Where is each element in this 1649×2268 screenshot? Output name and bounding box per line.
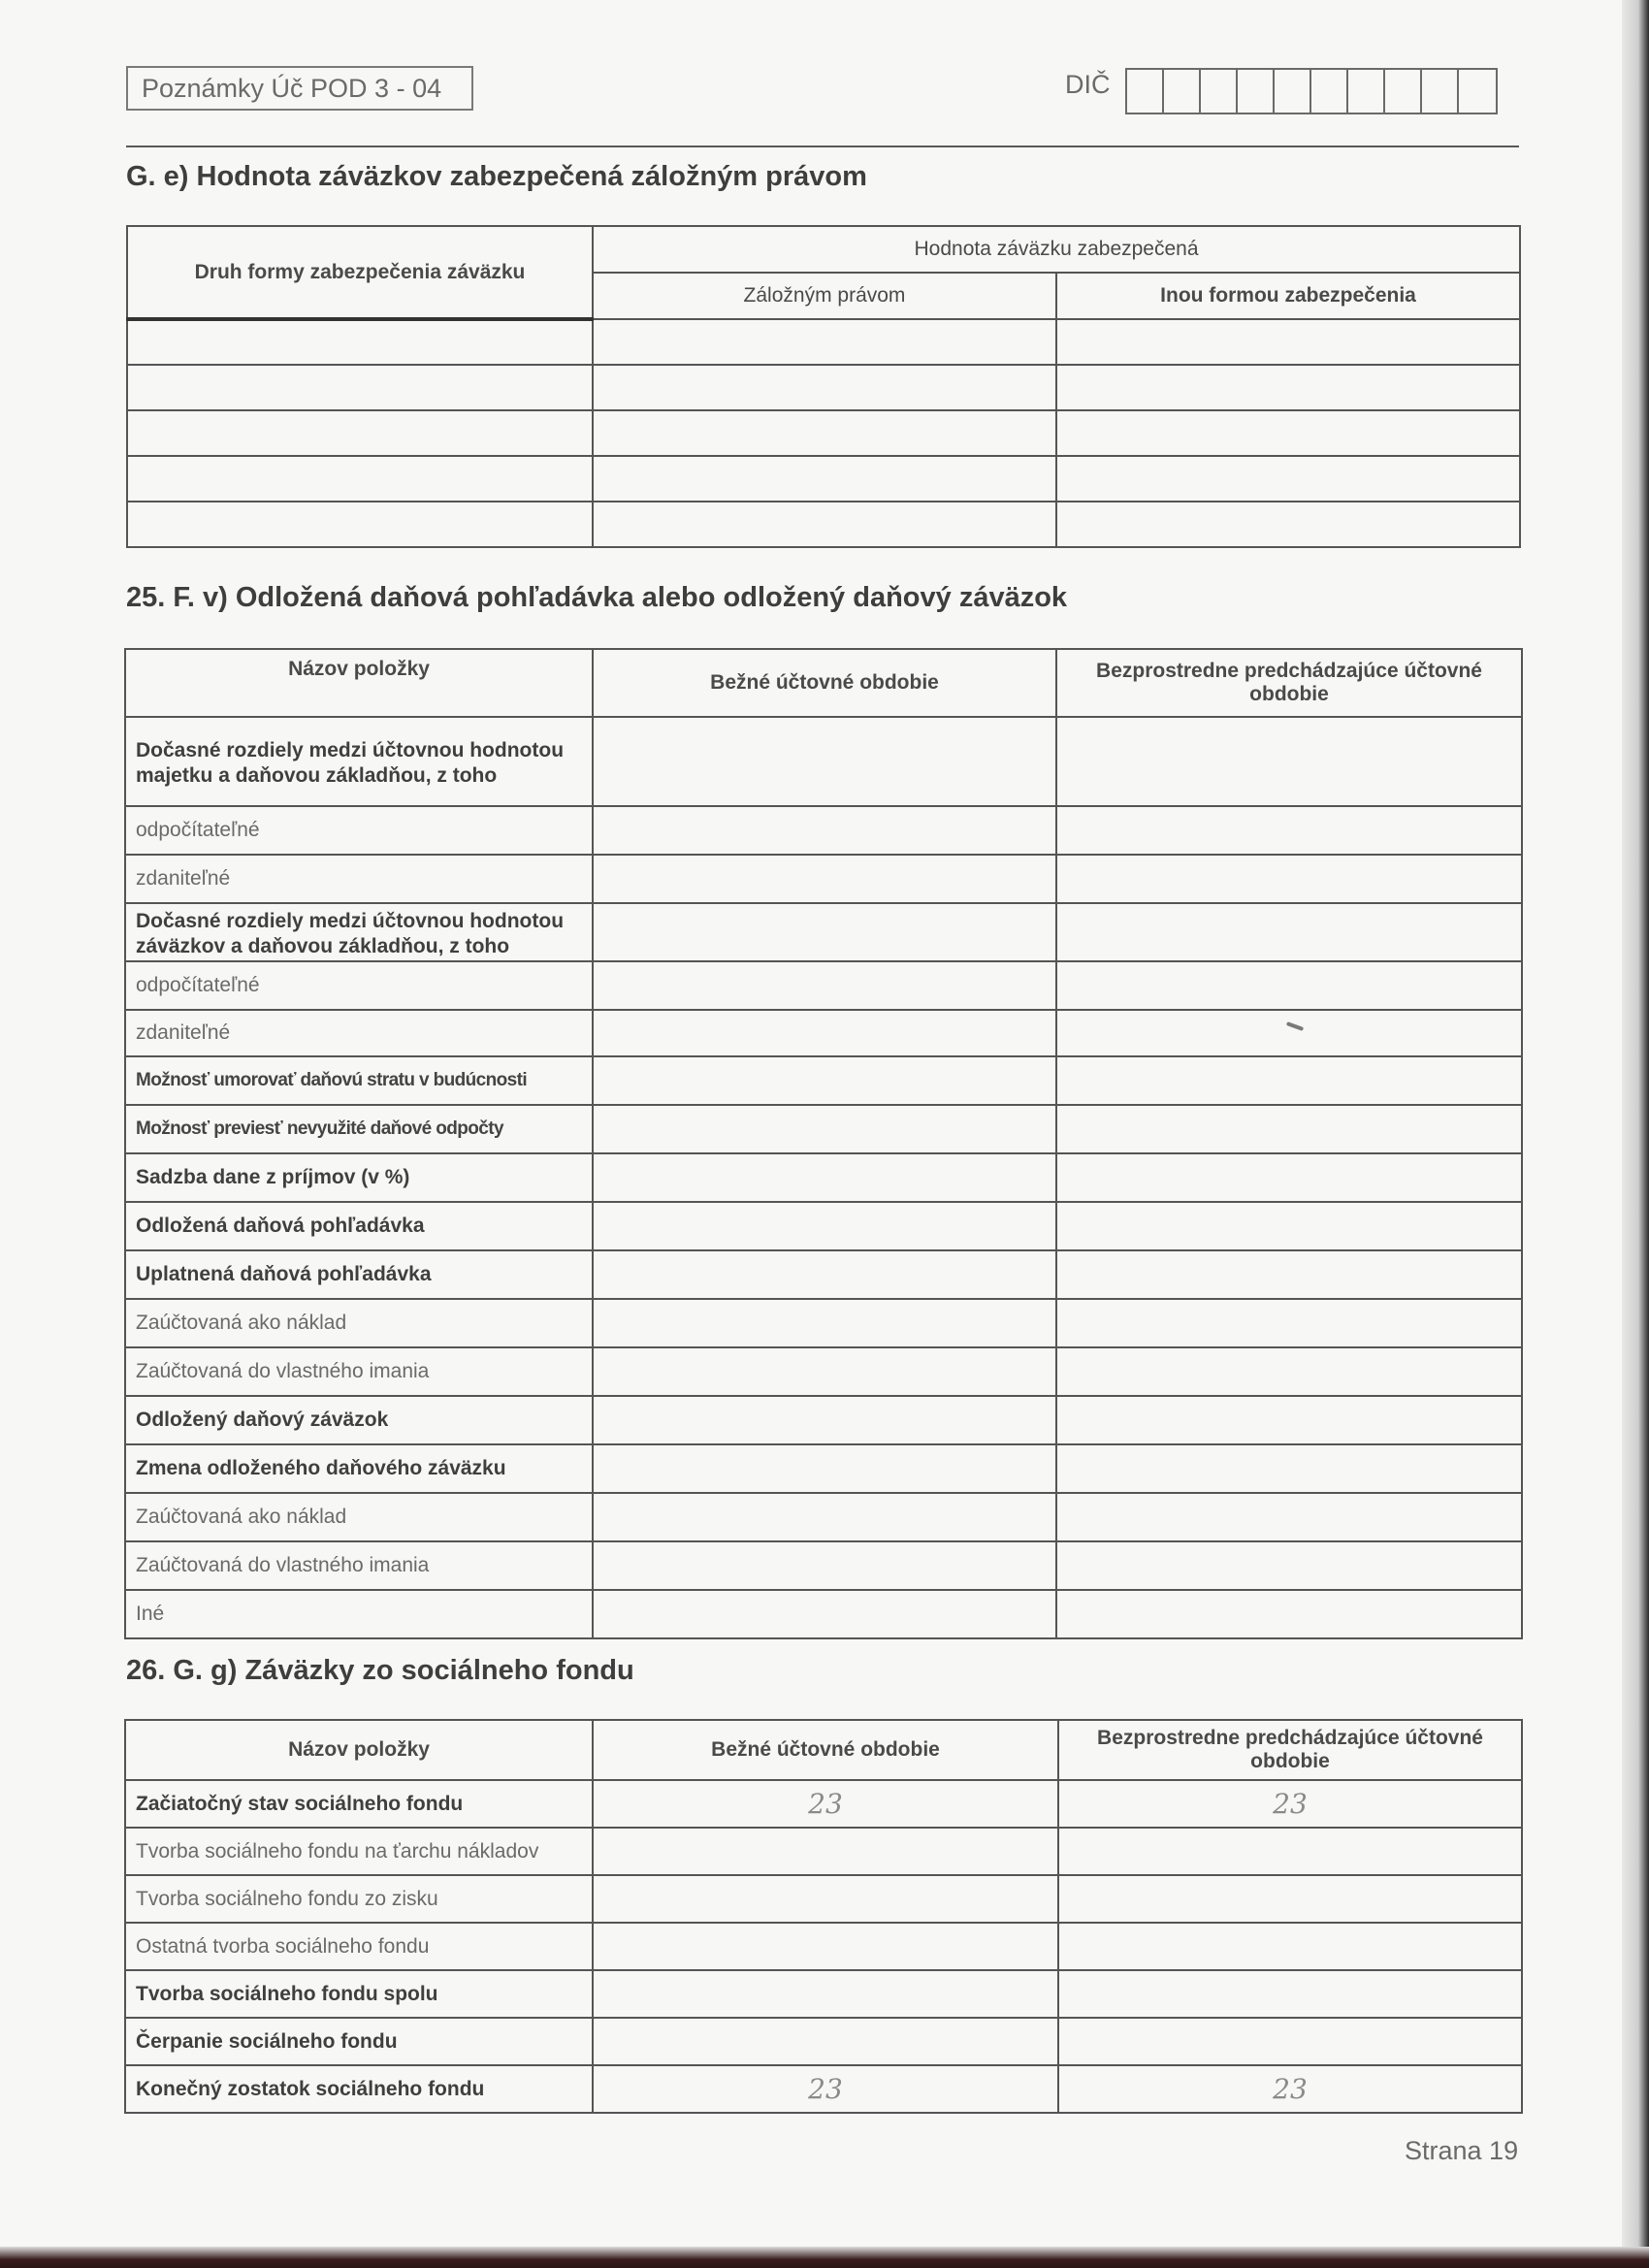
- current-period-value[interactable]: [593, 1875, 1058, 1923]
- current-period-value[interactable]: [593, 1923, 1058, 1970]
- value-cell[interactable]: [1056, 806, 1522, 855]
- input-cell[interactable]: [1056, 410, 1520, 456]
- group-header: Hodnota záväzku zabezpečená: [593, 226, 1520, 273]
- table-row: [125, 1202, 1522, 1250]
- value-cell[interactable]: [593, 806, 1056, 855]
- table-row: [125, 1250, 1522, 1299]
- value-cell[interactable]: [593, 1202, 1056, 1250]
- previous-period-value[interactable]: [1058, 1970, 1522, 2018]
- previous-period-value[interactable]: [1058, 1828, 1522, 1875]
- current-period-value[interactable]: [593, 1970, 1058, 2018]
- value-cell[interactable]: [593, 1250, 1056, 1299]
- previous-period-value[interactable]: 23: [1058, 2065, 1522, 2113]
- scan-edge-right: [1622, 0, 1649, 2268]
- value-cell[interactable]: [1056, 1105, 1522, 1153]
- value-cell[interactable]: [1056, 1056, 1522, 1105]
- value-cell[interactable]: [593, 1105, 1056, 1153]
- form-label: Poznámky Úč POD 3 - 04: [142, 74, 442, 103]
- value-cell[interactable]: [593, 903, 1056, 961]
- dic-digit-box[interactable]: [1385, 70, 1422, 113]
- section-26-table: [124, 1719, 1523, 2114]
- table-row: [127, 365, 1520, 410]
- input-cell[interactable]: [1056, 319, 1520, 365]
- dic-digit-box[interactable]: [1311, 70, 1348, 113]
- row-label: Tvorba sociálneho fondu na ťarchu nákladov: [125, 1828, 593, 1875]
- value-cell[interactable]: [1056, 1299, 1522, 1347]
- table-row: [125, 806, 1522, 855]
- col-zaloznym-header: Záložným právom: [593, 273, 1056, 319]
- value-cell[interactable]: [1056, 1250, 1522, 1299]
- table-row: [125, 1828, 1522, 1875]
- row-label: Tvorba sociálneho fondu spolu: [125, 1970, 593, 2018]
- value-cell[interactable]: [1056, 1010, 1522, 1056]
- value-cell[interactable]: [593, 1444, 1056, 1493]
- s25-col-bezne: Bežné účtovné obdobie: [593, 649, 1056, 717]
- table-row: [127, 456, 1520, 502]
- row-label: Možnosť umorovať daňovú stratu v budúcnosti: [125, 1056, 593, 1105]
- value-cell[interactable]: [593, 855, 1056, 903]
- section-25-title: 25. F. v) Odložená daňová pohľadávka alebo odložený daňový záväzok: [126, 582, 1068, 613]
- row-label: Zaúčtovaná ako náklad: [125, 1299, 593, 1347]
- value-cell[interactable]: [593, 961, 1056, 1010]
- dic-label: DIČ: [1065, 70, 1111, 99]
- table-row: [125, 961, 1522, 1010]
- row-label: Zaúčtovaná ako náklad: [125, 1493, 593, 1541]
- value-cell[interactable]: [1056, 903, 1522, 961]
- input-cell[interactable]: [593, 410, 1056, 456]
- table-row: [127, 319, 1520, 365]
- row-label: zdaniteľné: [125, 1010, 593, 1056]
- col-inou-header: Inou formou zabezpečenia: [1056, 273, 1520, 319]
- row-label: Čerpanie sociálneho fondu: [125, 2018, 593, 2065]
- dic-digit-box[interactable]: [1275, 70, 1311, 113]
- table-row: [125, 1493, 1522, 1541]
- value-cell[interactable]: [593, 1590, 1056, 1638]
- row-label: Odložená daňová pohľadávka: [125, 1202, 593, 1250]
- previous-period-value[interactable]: [1058, 1875, 1522, 1923]
- input-cell[interactable]: [127, 319, 593, 365]
- value-cell[interactable]: [1056, 1347, 1522, 1396]
- table-row: [125, 1105, 1522, 1153]
- section-g-e-title: G. e) Hodnota záväzkov zabezpečená záložným právom: [126, 161, 867, 192]
- dic-digit-box[interactable]: [1127, 70, 1164, 113]
- value-cell[interactable]: [1056, 1541, 1522, 1590]
- row-label: Ostatná tvorba sociálneho fondu: [125, 1923, 593, 1970]
- row-label: Možnosť previesť nevyužité daňové odpočty: [125, 1105, 593, 1153]
- current-period-value[interactable]: [593, 2018, 1058, 2065]
- table-row: [125, 717, 1522, 806]
- table-row: [127, 502, 1520, 547]
- table-row: [125, 1780, 1522, 1828]
- value-cell[interactable]: [1056, 1396, 1522, 1444]
- row-label: Iné: [125, 1590, 593, 1638]
- dic-digit-box[interactable]: [1238, 70, 1275, 113]
- table-row: [125, 1970, 1522, 2018]
- value-cell[interactable]: [1056, 1590, 1522, 1638]
- input-cell[interactable]: [1056, 456, 1520, 502]
- s26-col-bezne: Bežné účtovné obdobie: [593, 1720, 1058, 1780]
- current-period-value[interactable]: [593, 1828, 1058, 1875]
- input-cell[interactable]: [593, 319, 1056, 365]
- row-label: Konečný zostatok sociálneho fondu: [125, 2065, 593, 2113]
- dic-digit-box[interactable]: [1164, 70, 1201, 113]
- value-cell[interactable]: [1056, 855, 1522, 903]
- table-row: [125, 1923, 1522, 1970]
- value-cell[interactable]: [593, 1396, 1056, 1444]
- value-cell[interactable]: [593, 1493, 1056, 1541]
- previous-period-value[interactable]: [1058, 2018, 1522, 2065]
- input-cell[interactable]: [593, 456, 1056, 502]
- table-row: [125, 1347, 1522, 1396]
- page-number: Strana 19: [1405, 2136, 1519, 2165]
- input-cell[interactable]: [127, 502, 593, 547]
- row-label: Zmena odloženého daňového záväzku: [125, 1444, 593, 1493]
- value-cell[interactable]: [593, 1541, 1056, 1590]
- table-row: [125, 1590, 1522, 1638]
- input-cell[interactable]: [127, 410, 593, 456]
- previous-period-value[interactable]: [1058, 1923, 1522, 1970]
- table-row: [125, 2065, 1522, 2113]
- current-period-value[interactable]: 23: [593, 2065, 1058, 2113]
- input-cell[interactable]: [593, 365, 1056, 410]
- table-row: [125, 1396, 1522, 1444]
- dic-digit-box[interactable]: [1201, 70, 1238, 113]
- row-label: Zaúčtovaná do vlastného imania: [125, 1347, 593, 1396]
- previous-period-value[interactable]: 23: [1058, 1780, 1522, 1828]
- section-g-e-table: [126, 225, 1521, 548]
- table-row: [125, 1299, 1522, 1347]
- value-cell[interactable]: [1056, 1493, 1522, 1541]
- row-label: Sadzba dane z príjmov (v %): [125, 1153, 593, 1202]
- input-cell[interactable]: [127, 365, 593, 410]
- table-row: [125, 1010, 1522, 1056]
- current-period-value[interactable]: 23: [593, 1780, 1058, 1828]
- form-label-box: [126, 66, 473, 111]
- dic-digit-box[interactable]: [1422, 70, 1459, 113]
- s26-col-nazov: Názov položky: [125, 1720, 593, 1780]
- scan-edge-bottom: [0, 2247, 1649, 2268]
- value-cell[interactable]: [1056, 1153, 1522, 1202]
- table-row: [125, 2018, 1522, 2065]
- value-cell[interactable]: [1056, 1444, 1522, 1493]
- row-label: zdaniteľné: [125, 855, 593, 903]
- row-label: Tvorba sociálneho fondu zo zisku: [125, 1875, 593, 1923]
- row-label: odpočítateľné: [125, 806, 593, 855]
- table-row: [125, 1056, 1522, 1105]
- value-cell[interactable]: [593, 717, 1056, 806]
- value-cell[interactable]: [593, 1347, 1056, 1396]
- s25-col-nazov: Názov položky: [125, 649, 593, 717]
- input-cell[interactable]: [127, 456, 593, 502]
- value-cell[interactable]: [1056, 717, 1522, 806]
- value-cell[interactable]: [593, 1153, 1056, 1202]
- value-cell[interactable]: [1056, 1202, 1522, 1250]
- col-druh-header: Druh formy zabezpečenia záväzku: [127, 226, 593, 319]
- row-label: odpočítateľné: [125, 961, 593, 1010]
- s25-col-predch: Bezprostredne predchádzajúce účtovné obdobie: [1056, 649, 1522, 717]
- table-row: [127, 410, 1520, 456]
- dic-digit-box[interactable]: [1459, 70, 1496, 113]
- value-cell[interactable]: [1056, 961, 1522, 1010]
- table-row: [125, 1153, 1522, 1202]
- section-26-title: 26. G. g) Záväzky zo sociálneho fondu: [126, 1655, 634, 1686]
- dic-digit-box[interactable]: [1348, 70, 1385, 113]
- header-divider: [126, 146, 1519, 147]
- row-label: Uplatnená daňová pohľadávka: [125, 1250, 593, 1299]
- section-25-table: [124, 648, 1523, 1639]
- row-label: Odložený daňový záväzok: [125, 1396, 593, 1444]
- input-cell[interactable]: [593, 502, 1056, 547]
- row-label: Dočasné rozdiely medzi účtovnou hodnotou majetku a daňovou základňou, z toho: [125, 717, 593, 806]
- table-row: [125, 1444, 1522, 1493]
- value-cell[interactable]: [593, 1010, 1056, 1056]
- input-cell[interactable]: [1056, 365, 1520, 410]
- row-label: Začiatočný stav sociálneho fondu: [125, 1780, 593, 1828]
- row-label: Zaúčtovaná do vlastného imania: [125, 1541, 593, 1590]
- s26-col-predch: Bezprostredne predchádzajúce účtovné obdobie: [1058, 1720, 1522, 1780]
- table-row: [125, 855, 1522, 903]
- value-cell[interactable]: [593, 1299, 1056, 1347]
- table-row: [125, 903, 1522, 961]
- value-cell[interactable]: [593, 1056, 1056, 1105]
- row-label: Dočasné rozdiely medzi účtovnou hodnotou záväzkov a daňovou základňou, z toho: [125, 903, 593, 961]
- table-row: [125, 1875, 1522, 1923]
- table-row: [125, 1541, 1522, 1590]
- dic-input-boxes[interactable]: [1125, 68, 1498, 114]
- input-cell[interactable]: [1056, 502, 1520, 547]
